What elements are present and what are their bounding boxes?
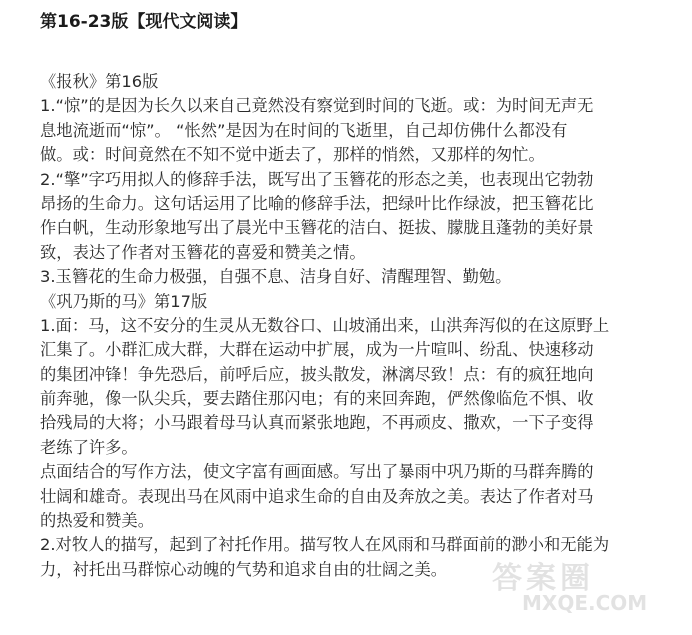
text-line: 2.“擎”字巧用拟人的修辞手法，既写出了玉簪花的形态之美，也表现出它勃勃 (40, 169, 594, 189)
text-line: 做。或：时间竟然在不知不觉中逝去了，那样的悄然，又那样的匆忙。 (40, 145, 545, 165)
text-line: 3.玉簪花的生命力极强，自强不息、洁身自好、清醒理智、勤勉。 (40, 267, 512, 287)
text-line: 前奔驰，像一队尖兵，要去踏住那闪电；有的来回奔跑，俨然像临危不惧、收 (40, 389, 594, 409)
answer-paragraph (40, 265, 680, 289)
text-line: 的热爱和赞美。 (40, 511, 154, 531)
watermark-logo (492, 551, 682, 619)
spacer (40, 36, 680, 70)
answer-paragraph (40, 314, 680, 460)
text-line: 1.“惊”的是因为长久以来自己竟然没有察觉到时间的飞逝。或：为时间无声无 (40, 96, 594, 116)
text-line: 昂扬的生命力。这句话运用了比喻的修辞手法，把绿叶比作绿波，把玉簪花比 (40, 193, 594, 213)
text-line: 《报秋》第16版 (40, 72, 159, 91)
text-line: 2.对牧人的描写，起到了衬托作用。描写牧人在风雨和马群面前的渺小和无能为 (40, 535, 610, 555)
section-title-baoqiu (40, 70, 680, 94)
text-line: 息地流逝而“惊”。 “怅然”是因为在时间的飞逝里，自己却仿佛什么都没有 (40, 120, 568, 140)
answer-paragraph (40, 460, 680, 533)
text-line: 壮阔和雄奇。表现出马在风雨中追求生命的自由及奔放之美。表达了作者对马 (40, 486, 594, 506)
text-line: 力，衬托出马群惊心动魄的气势和追求自由的壮阔之美。 (40, 559, 448, 579)
text-line: 致，表达了作者对玉簪花的喜爱和赞美之情。 (40, 242, 366, 262)
page-title: 第16-23版【现代文阅读】 (40, 12, 248, 32)
text-line: 作白帆，生动形象地写出了晨光中玉簪花的洁白、挺拔、朦胧且蓬勃的美好景 (40, 218, 594, 238)
section-title-gongnaisi (40, 290, 680, 314)
text-line: 《巩乃斯的马》第17版 (40, 291, 208, 311)
text-line: 点面结合的写作方法，使文字富有画面感。写出了暴雨中巩乃斯的马群奔腾的 (40, 462, 594, 482)
text-line: 拾残局的大将；小马跟着母马认真而紧张地跑，不再顽皮、撒欢，一下子变得 (40, 413, 594, 433)
text-line: 1.面：马，这不安分的生灵从无数谷口、山坡涌出来，山洪奔泻似的在这原野上 (40, 315, 610, 335)
watermark-url: MXQE.COM (522, 591, 648, 615)
answer-paragraph (40, 168, 680, 266)
text-line: 汇集了。小群汇成大群，大群在运动中扩展，成为一片喧叫、纷乱、快速移动 (40, 340, 594, 360)
answer-paragraph (40, 94, 680, 167)
text-line: 的集团冲锋！争先恐后，前呼后应，披头散发，淋漓尽致！点：有的疯狂地向 (40, 364, 594, 384)
watermark-text: 答案圈 (492, 561, 594, 596)
text-line: 老练了许多。 (40, 437, 138, 457)
document (40, 8, 680, 582)
